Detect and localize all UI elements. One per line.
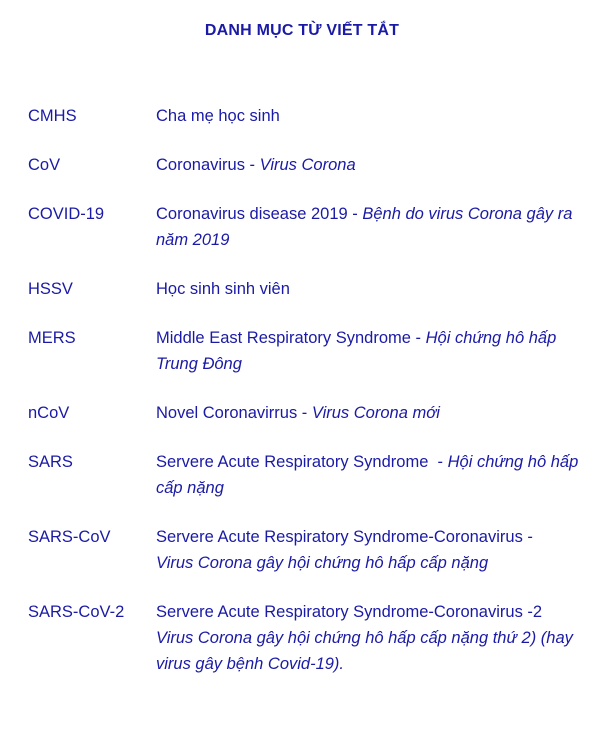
definition-separator: - [410,329,426,347]
list-item [28,103,588,129]
definition-separator: - [347,205,363,223]
definition [156,325,588,377]
definition-english: Novel Coronavirrus [156,404,298,422]
definition [156,201,588,253]
abbreviation: HSSV [28,280,73,298]
abbreviation: CMHS [28,107,77,125]
abbreviation: SARS [28,453,73,471]
list-item [28,400,588,426]
definition-separator: - [297,404,312,422]
definition-separator: - [244,156,260,174]
definition-english: Middle East Respiratory Syndrome [156,329,411,347]
page-title: DANH MỤC TỪ VIẾT TẮT [204,22,400,39]
definition-vietnamese: Hội chứng hô hấp Trung Đông [156,329,557,373]
definition [156,599,588,677]
definition-vietnamese: Virus Corona mới [311,404,440,422]
definition [156,400,588,426]
definition-vietnamese: Virus Corona gây hội chứng hô hấp cấp nặng thứ 2) (hay virus gây bệnh Covid-19). [156,629,573,673]
abbreviation: MERS [28,329,76,347]
abbreviation: SARS-CoV-2 [28,603,125,621]
definition [156,524,588,576]
definition-separator: - [428,453,448,471]
definition-vietnamese: Bệnh do virus Corona gây ra năm 2019 [156,205,573,249]
abbreviation: CoV [28,156,61,174]
definition [156,276,588,302]
list-item [28,201,588,253]
list-item [28,276,588,302]
definition [156,449,588,501]
list-item [28,524,588,576]
definition-separator: -2 [522,603,547,621]
definition-vietnamese: Virus Corona gây hội chứng hô hấp cấp nặng [156,554,489,572]
abbreviation: nCoV [28,404,70,422]
list-item [28,599,588,677]
definition-english: Coronavirus disease 2019 [156,205,348,223]
definition-english: Servere Acute Respiratory Syndrome [156,453,429,471]
definition-vietnamese: Virus Corona [259,156,356,174]
definition-english: Coronavirus [156,156,245,174]
list-item [28,152,588,178]
list-item [28,325,588,377]
definition-text: Học sinh sinh viên [156,280,290,298]
definition-english: Servere Acute Respiratory Syndrome-Coronavirus [156,603,523,621]
definition-english: Servere Acute Respiratory Syndrome-Coronavirus [156,528,523,546]
definition-text: Cha mẹ học sinh [156,107,280,125]
definition [156,103,588,129]
abbreviation: COVID-19 [28,205,105,223]
abbreviation-list [28,103,588,700]
list-item [28,449,588,501]
definition-vietnamese: Hội chứng hô hấp cấp nặng [156,453,579,497]
definition-separator: - [522,528,538,546]
abbreviation: SARS-CoV [28,528,111,546]
definition [156,152,588,178]
